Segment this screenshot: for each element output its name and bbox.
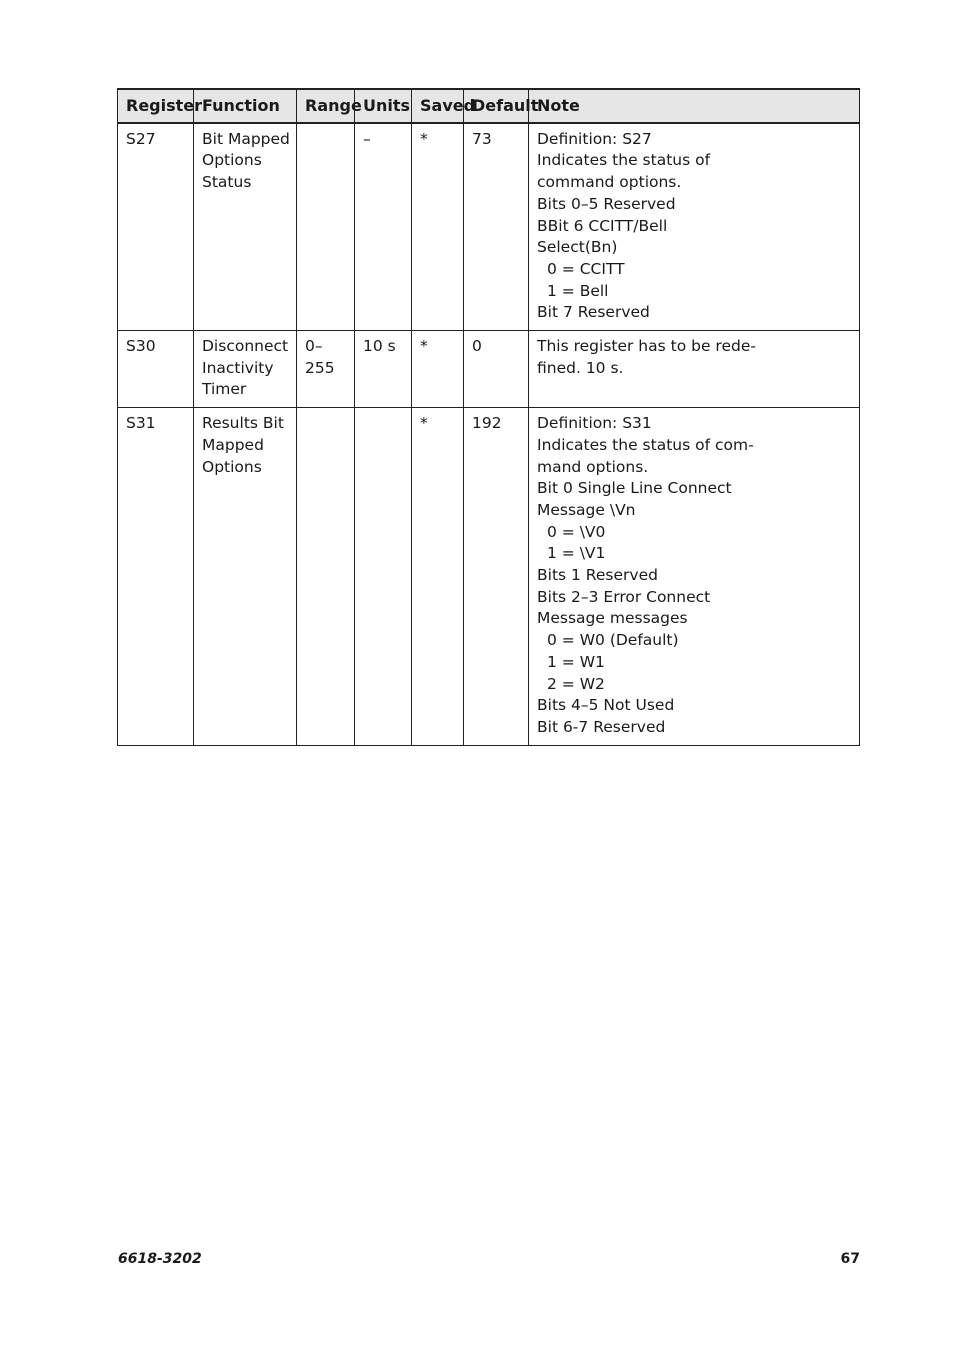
note-line: Bit 6-7 Reserved <box>537 717 666 736</box>
cell-note <box>529 408 860 746</box>
note-line: fined. 10 s. <box>537 358 624 377</box>
note-line: Bits 1 Reserved <box>537 566 658 585</box>
header-saved: Saved <box>412 89 464 123</box>
cell-function <box>194 331 297 408</box>
note-line: Bits 2–3 Error Connect <box>537 587 711 606</box>
header-default: Default <box>464 89 529 123</box>
note-line: BBit 6 CCITT/Bell <box>537 216 668 235</box>
note-line: Message messages <box>537 609 688 628</box>
note-line: This register has to be rede- <box>537 337 756 356</box>
cell-saved: * <box>412 123 464 331</box>
note-line: Bits 0–5 Reserved <box>537 194 676 213</box>
cell-units <box>355 408 412 746</box>
note-line: Indicates the status of com- <box>537 435 754 454</box>
cell-function <box>194 123 297 331</box>
note-line: Bit 0 Single Line Connect <box>537 479 732 498</box>
cell-note <box>529 123 860 331</box>
note-line: Definition: S31 <box>537 414 652 433</box>
header-note: Note <box>529 89 860 123</box>
note-line: 2 = W2 <box>547 674 605 693</box>
note-line: 1 = W1 <box>547 652 605 671</box>
cell-register: S31 <box>118 408 194 746</box>
table-row <box>118 408 860 746</box>
cell-default: 73 <box>464 123 529 331</box>
note-line: 1 = \V1 <box>547 544 606 563</box>
function-line: Mapped <box>202 435 264 454</box>
table-row <box>118 331 860 408</box>
cell-saved: * <box>412 331 464 408</box>
header-register: Register <box>118 89 194 123</box>
table-header-row <box>118 89 860 123</box>
function-line: Results Bit <box>202 414 284 433</box>
note-line: Bit 7 Reserved <box>537 303 650 322</box>
cell-register: S27 <box>118 123 194 331</box>
note-line: 0 = W0 (Default) <box>547 631 679 650</box>
cell-units: – <box>355 123 412 331</box>
note-line: mand options. <box>537 457 649 476</box>
note-line: 1 = Bell <box>547 281 609 300</box>
note-line: Message \Vn <box>537 500 636 519</box>
header-units: Units <box>355 89 412 123</box>
cell-range <box>297 408 355 746</box>
cell-units: 10 s <box>355 331 412 408</box>
note-line: Select(Bn) <box>537 238 618 257</box>
note-line: 0 = CCITT <box>547 259 625 278</box>
function-line: Options <box>202 151 262 170</box>
cell-register: S30 <box>118 331 194 408</box>
cell-range <box>297 123 355 331</box>
note-line: Bits 4–5 Not Used <box>537 696 675 715</box>
cell-saved: * <box>412 408 464 746</box>
cell-default: 192 <box>464 408 529 746</box>
function-line: Bit Mapped <box>202 129 290 148</box>
table-row <box>118 123 860 331</box>
header-range: Range <box>297 89 355 123</box>
function-line: Timer <box>202 380 247 399</box>
cell-default: 0 <box>464 331 529 408</box>
note-line: command options. <box>537 173 682 192</box>
header-function: Function <box>194 89 297 123</box>
footer-page-number: 67 <box>840 1251 860 1267</box>
cell-range: 0–255 <box>297 331 355 408</box>
cell-function <box>194 408 297 746</box>
register-table <box>117 88 860 746</box>
function-line: Inactivity <box>202 358 274 377</box>
footer-document-code: 6618-3202 <box>118 1251 202 1267</box>
note-line: 0 = \V0 <box>547 522 606 541</box>
cell-note <box>529 331 860 408</box>
function-line: Status <box>202 173 252 192</box>
note-line: Indicates the status of <box>537 151 711 170</box>
function-line: Options <box>202 457 262 476</box>
function-line: Disconnect <box>202 337 289 356</box>
note-line: Definition: S27 <box>537 129 652 148</box>
